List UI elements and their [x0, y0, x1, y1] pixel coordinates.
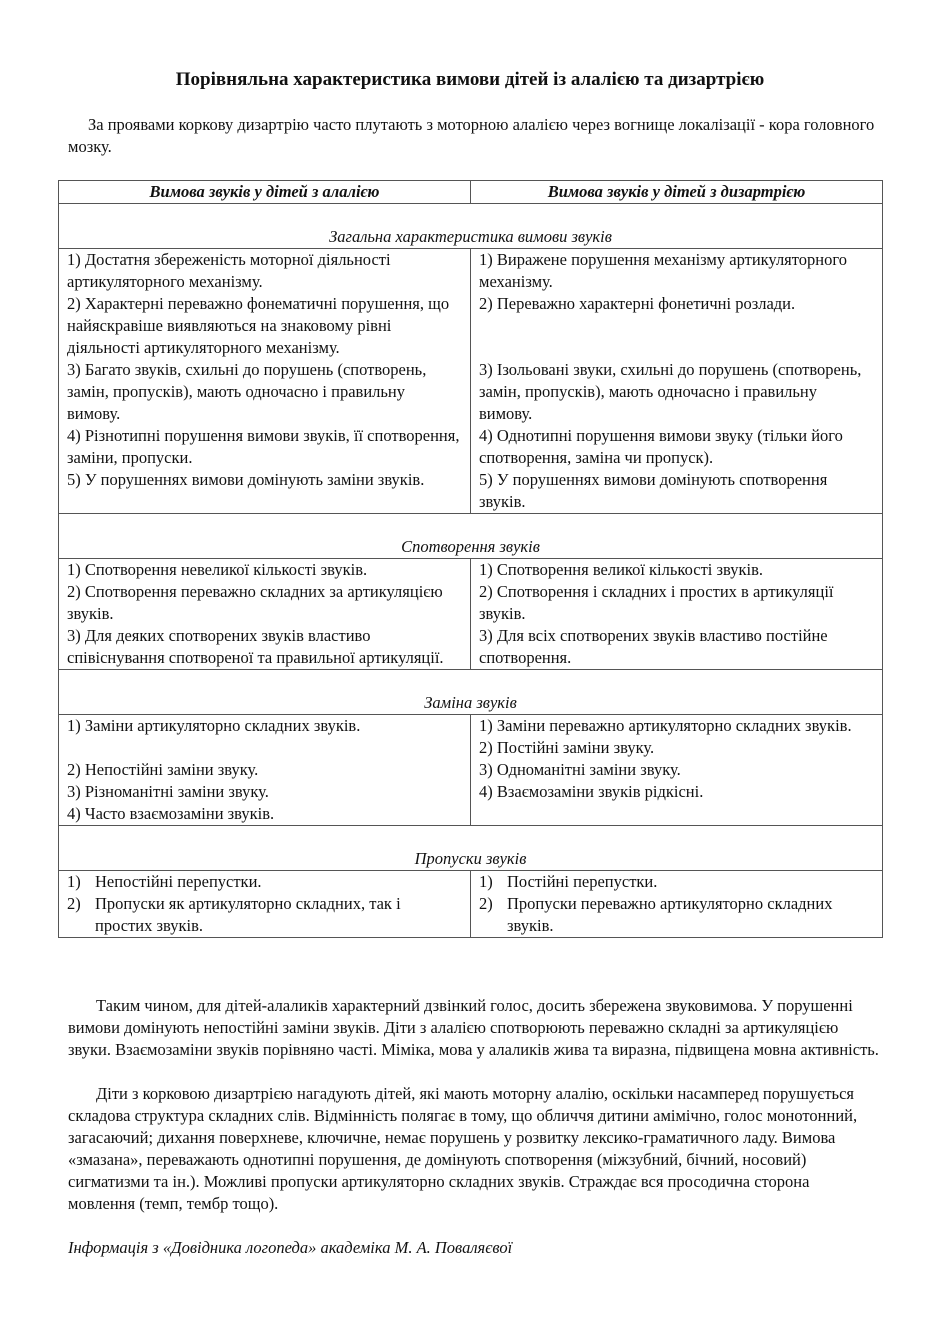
list-number: 1)	[479, 872, 493, 891]
list-item: 3) Ізольовані звуки, схильні до порушень (спотворень, замін, пропусків), мають одночасно і правильну вимову.	[479, 360, 862, 423]
list-item: 1) Заміни артикуляторно складних звуків.	[67, 716, 361, 735]
cell-dysarthria	[471, 249, 883, 514]
list-item	[479, 871, 874, 893]
list-item: 2) Спотворення переважно складних за артикуляцією звуків.	[67, 582, 443, 623]
list-item: 4) Взаємозаміни звуків рідкісні.	[479, 782, 704, 801]
list-number: 2)	[479, 894, 493, 913]
list-item	[479, 893, 874, 937]
list-item: 2) Постійні заміни звуку.	[479, 738, 655, 757]
page-title: Порівняльна характеристика вимови дітей із алалією та дизартрією	[175, 69, 765, 90]
list-item: 2) Характерні переважно фонематичні порушення, що найяскравіше виявляються на знаковому рівні діяльності артикуляторного механізму.	[67, 294, 450, 357]
section-row-distortion	[59, 514, 883, 559]
list-item: 4) Часто взаємозаміни звуків.	[67, 804, 275, 823]
list-item	[67, 893, 462, 937]
list-item: 3) Одноманітні заміни звуку.	[479, 760, 681, 779]
list-text: Постійні перепустки.	[507, 872, 658, 891]
list-item: 4) Різнотипні порушення вимови звуків, її спотворення, заміни, пропуски.	[67, 426, 460, 467]
list-item: 1) Заміни переважно артикуляторно складних звуків.	[479, 716, 852, 735]
list-item: 3) Для всіх спотворених звуків властиво постійне спотворення.	[479, 626, 828, 667]
section-title: Пропуски звуків	[59, 826, 883, 871]
source-note: Інформація з «Довідника логопеда» академіка М. А. Поваляєвої	[68, 1238, 513, 1257]
table-row	[59, 559, 883, 670]
list-item: 1) Спотворення невеликої кількості звуків.	[67, 560, 368, 579]
table-row	[59, 871, 883, 938]
list-item: 3) Багато звуків, схильні до порушень (спотворень, замін, пропусків), мають одночасно і правильну вимову.	[67, 360, 427, 423]
table-row	[59, 715, 883, 826]
list-number: 2)	[67, 894, 81, 913]
cell-dysarthria	[471, 715, 883, 826]
cell-dysarthria	[471, 871, 883, 938]
cell-alalia	[59, 249, 471, 514]
list-item: 3) Для деяких спотворених звуків властиво співіснування спотвореної та правильної артикуляції.	[67, 626, 444, 667]
list-item: 5) У порушеннях вимови домінують спотворення звуків.	[479, 470, 828, 511]
list-number: 1)	[67, 872, 81, 891]
intro-paragraph: За проявами коркову дизартрію часто плутають з моторною алалією через вогнище локалізації - кора головного мозку.	[68, 115, 875, 156]
table-row	[59, 249, 883, 514]
conclusion-paragraph-alalia: Таким чином, для дітей-алаликів характерний дзвінкий голос, досить збережена звуковимова. У порушенні вимови домінують непостійні заміни звуків. Діти з алалією спотворюють переважно складні за артикуляцією звуки. Взаємозаміни звуків порівняно часті. Міміка, мова у алаликів жива та виразна, підвищена мовна активність.	[68, 996, 879, 1059]
section-row-substitution	[59, 670, 883, 715]
header-alalia: Вимова звуків у дітей з алалією	[59, 181, 471, 204]
cell-alalia	[59, 715, 471, 826]
list-text: Пропуски переважно артикуляторно складних звуків.	[507, 894, 833, 935]
comparison-table	[58, 180, 883, 938]
list-item: 3) Різноманітні заміни звуку.	[67, 782, 269, 801]
list-item: 2) Непостійні заміни звуку.	[67, 760, 259, 779]
section-title: Заміна звуків	[59, 670, 883, 715]
section-title: Загальна характеристика вимови звуків	[59, 204, 883, 249]
list-item: 1) Виражене порушення механізму артикуляторного механізму.	[479, 250, 847, 291]
list-item: 5) У порушеннях вимови домінують заміни звуків.	[67, 470, 425, 489]
section-row-general	[59, 204, 883, 249]
cell-alalia	[59, 871, 471, 938]
list-item: 1) Достатня збереженість моторної діяльності артикуляторного механізму.	[67, 250, 391, 291]
cell-alalia	[59, 559, 471, 670]
header-dysarthria: Вимова звуків у дітей з дизартрією	[471, 181, 883, 204]
list-item: 1) Спотворення великої кількості звуків.	[479, 560, 763, 579]
list-item: 2) Переважно характерні фонетичні розлади.	[479, 294, 796, 313]
conclusion-paragraph-dysarthria: Діти з корковою дизартрією нагадують дітей, які мають моторну алалію, оскільки насамперед порушується складова структура складних слів. Відмінність полягає в тому, що обличчя дитини амімічно, голос монотонний, загасаючий; дихання поверхневе, ключичне, немає порушень у розвитку лексико-граматичного ладу. Вимова «змазана», переважають однотипні порушення, де домінують спотворення (міжзубний, бічний, носовий) сигматизми та ін.). Можливі пропуски артикуляторно складних звуків. Страждає вся просодична сторона мовлення (темп, тембр тощо).	[68, 1084, 858, 1213]
section-title: Спотворення звуків	[59, 514, 883, 559]
list-text: Непостійні перепустки.	[95, 872, 262, 891]
list-item: 4) Однотипні порушення вимови звуку (тільки його спотворення, заміна чи пропуск).	[479, 426, 843, 467]
list-item	[67, 871, 462, 893]
cell-dysarthria	[471, 559, 883, 670]
list-text: Пропуски як артикуляторно складних, так і простих звуків.	[95, 894, 401, 935]
list-item: 2) Спотворення і складних і простих в артикуляції звуків.	[479, 582, 834, 623]
section-row-omission	[59, 826, 883, 871]
table-header-row	[59, 181, 883, 204]
